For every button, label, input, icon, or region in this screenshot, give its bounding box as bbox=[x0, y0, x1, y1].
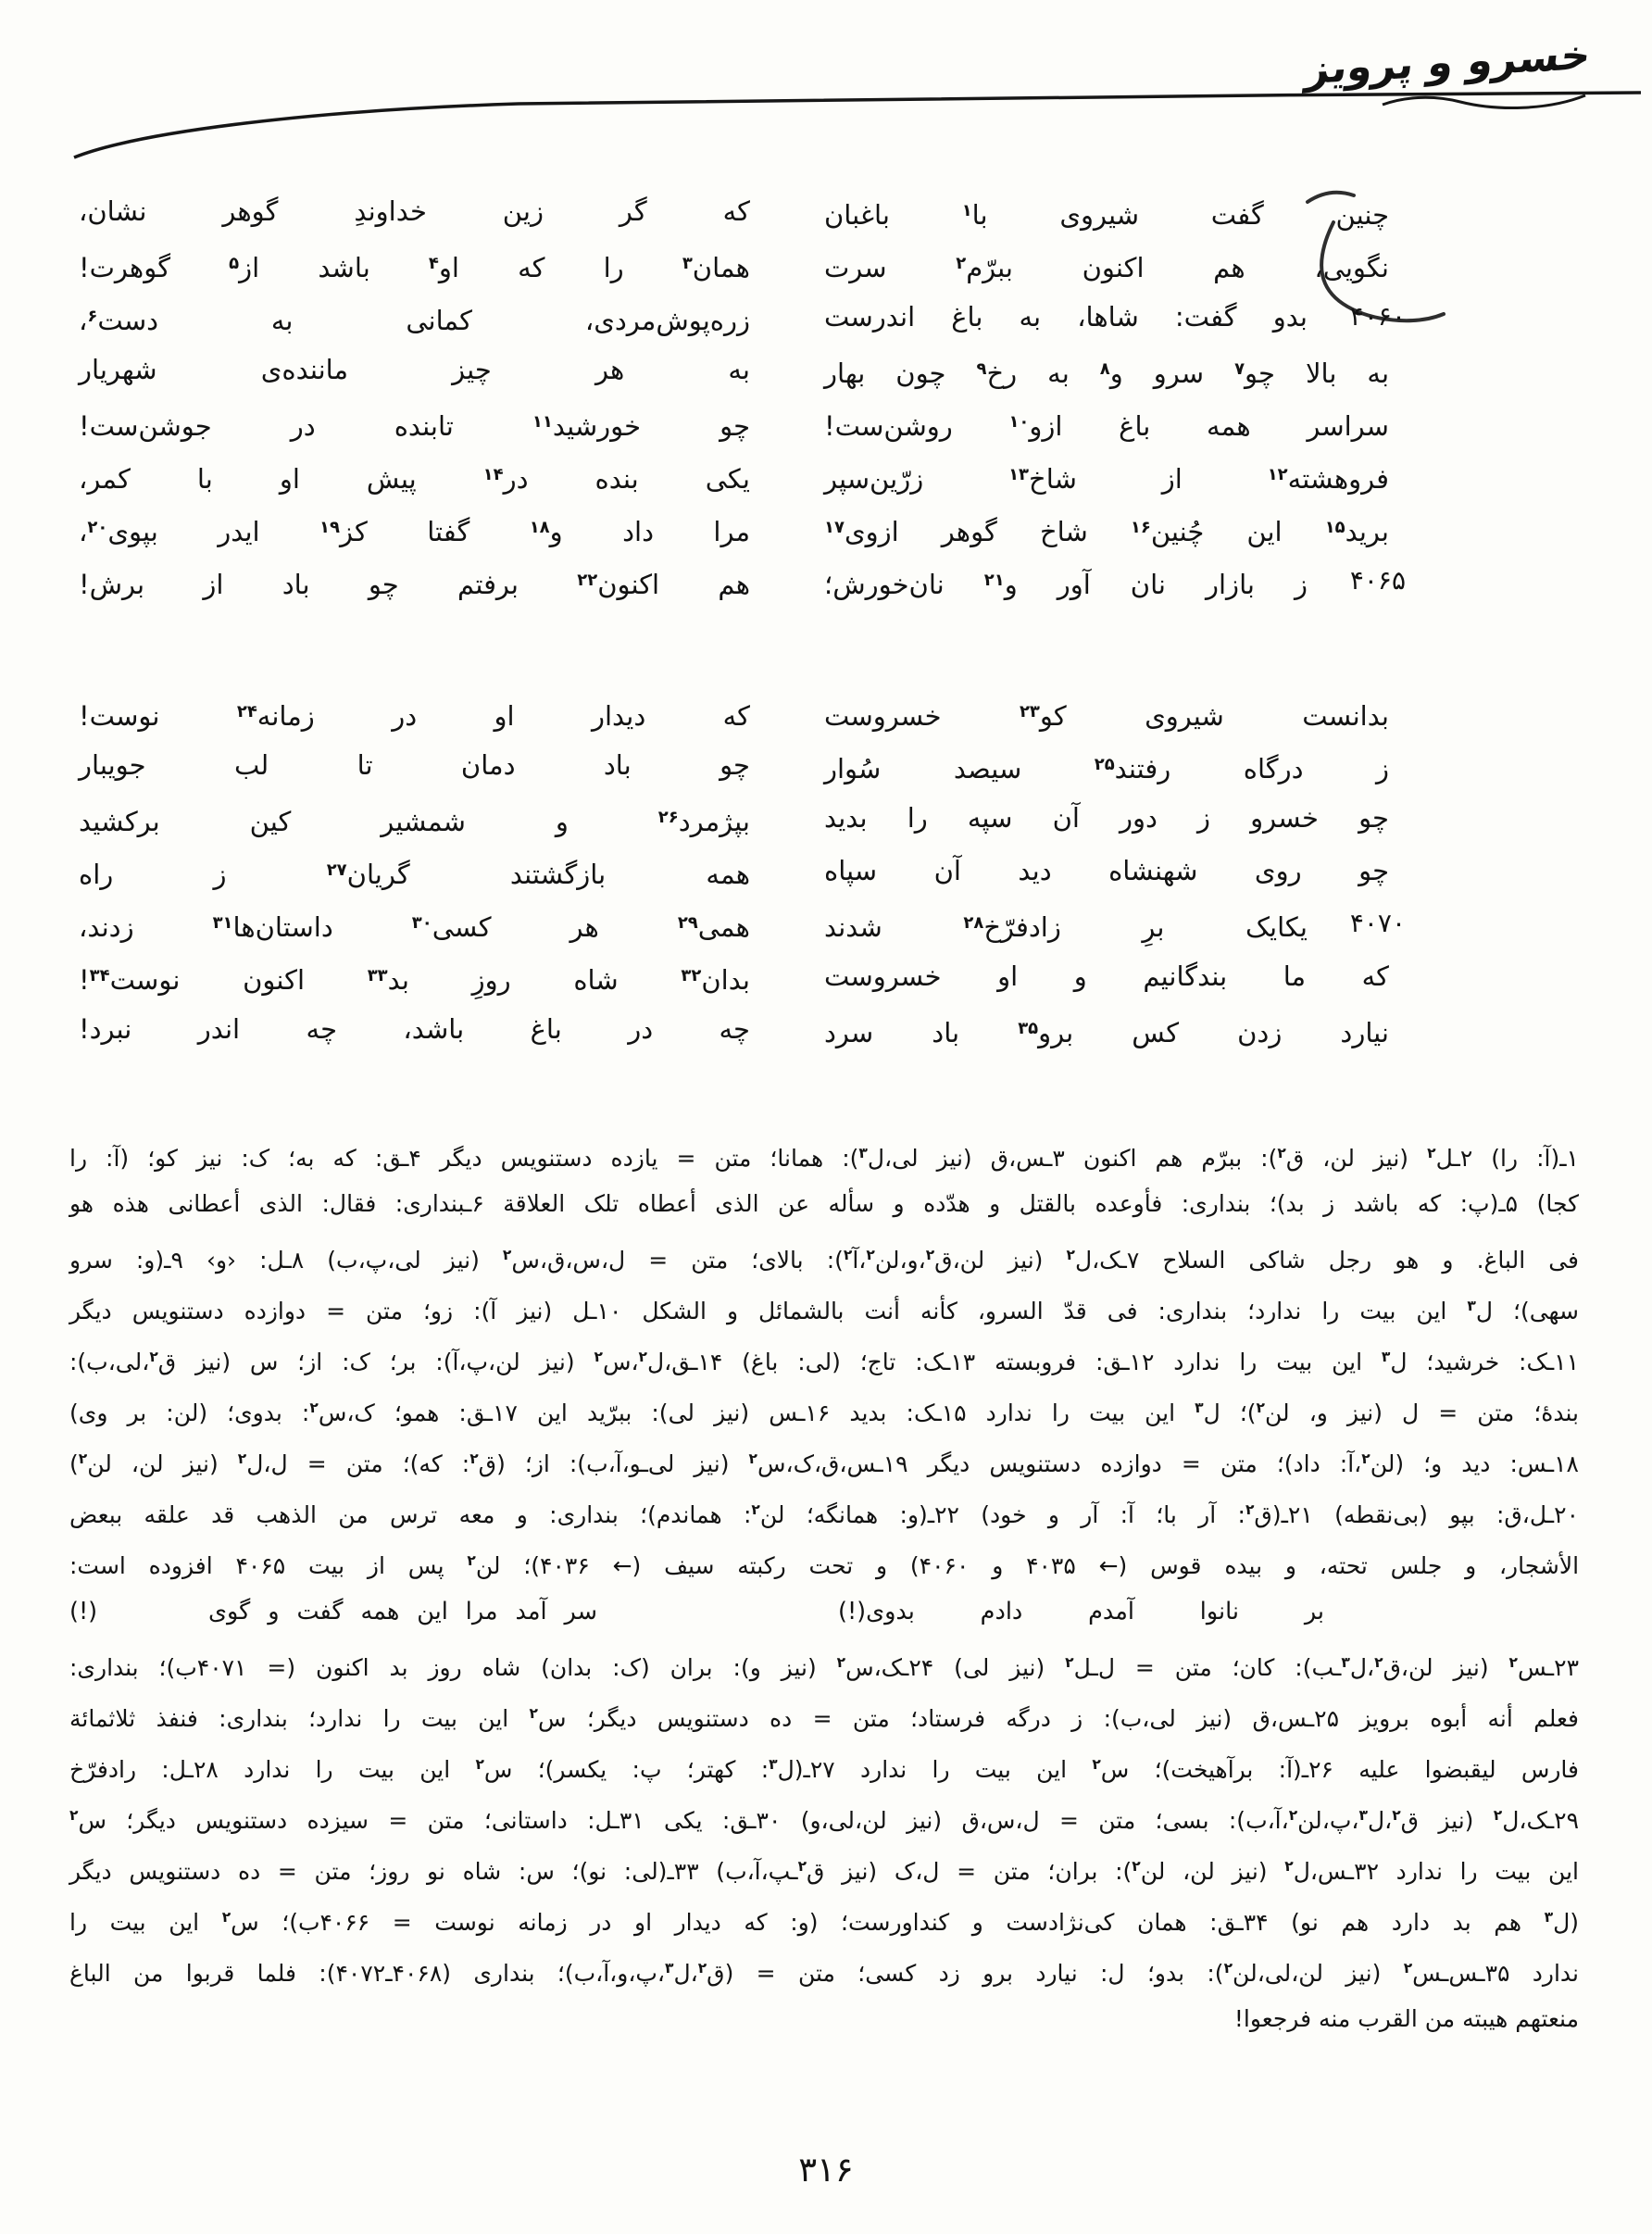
apparatus-line: بندهٔ؛ متن = ل (نیز و، لن$^۲$)؛ ل$^۳$ این بیت را ندارد ۱۵ـک: بدید ۱۶ـس (نیز لی): ببرّید این ۱۷ـق: همو؛ ک،س$^۲$: بدوی؛ (لن: بر وی) bbox=[69, 1399, 1579, 1426]
verse-line bbox=[79, 689, 1389, 742]
hemistich-right: نگویی، هم اکنون ببرّم$^۲$ سرت bbox=[824, 252, 1389, 283]
hemistich-right: چو روی شهنشاه دید آن سپاه bbox=[824, 855, 1389, 886]
verse-line bbox=[79, 188, 1389, 241]
hemistich-right: نیارد زدن کس برو$^{۳۵}$ باد سرد bbox=[824, 1017, 1389, 1048]
hemistich-left: هم اکنون$^{۲۲}$ برفتم چو باد از برش! bbox=[79, 569, 750, 600]
inserted-hemistich-left: سر آمد مرا این همه گفت و گوی bbox=[208, 1598, 597, 1625]
hemistich-left: زره‌پوش‌مردی، کمانی به دست$^۶$، bbox=[79, 305, 750, 336]
hemistich-right: فروهشته$^{۱۲}$ از شاخ$^{۱۳}$ زرّین‌سپر bbox=[824, 463, 1389, 495]
verse-number: ۴۰۶۰ bbox=[1349, 301, 1406, 332]
verse-line bbox=[79, 795, 1389, 847]
verse-line bbox=[79, 742, 1389, 795]
hemistich-right: چنین گفت شیروی با$^۱$ باغبان bbox=[824, 199, 1389, 231]
apparatus-line: ۲۰ـل،ق: بپو (بی‌نقطه) ۲۱ـ(ق$^۲$: آر با؛ آ: آر و خود) ۲۲ـ(و: همانگه؛ لن$^۲$: هماندم)؛ بنداری: و معه ترس من الذهب قد علقه ببعض bbox=[69, 1501, 1579, 1528]
hemistich-right: ز درگاه رفتند$^{۲۵}$ سیصد سُوار bbox=[824, 753, 1389, 784]
verse-line bbox=[79, 452, 1389, 505]
apparatus-line: کجا) ۵ـ(پ: که باشد ز بد)؛ بنداری: فأوعده بالقتل و هدّده و سأله عن الذی أعطاه تلک العلاقة ۶ـبنداری: فقال: الذی أعطانی هذه هو bbox=[69, 1190, 1580, 1217]
hemistich-right: بدانست شیروی کو$^{۲۳}$ خسروست bbox=[824, 700, 1389, 732]
hemistich-left: همان$^۳$ را که او$^۴$ باشد از$^۵$ گوهرت! bbox=[79, 252, 750, 283]
inserted-verse-mark: (!) bbox=[69, 1598, 98, 1625]
verse-line bbox=[79, 900, 1406, 953]
chapter-title: خسرو و پرویز bbox=[1303, 31, 1594, 94]
page-header bbox=[0, 0, 1652, 162]
apparatus-line: ندارد ۳۵ـس‌ـس$^۲$ (نیز لن،لی،لن$^۲$): بدو؛ ل: نیارد برو زد کسی؛ متن = (ق$^۲$،ل$^۳$،پ،و،آ،ب)؛ بنداری (۴۰۶۸ـ۴۰۷۲): فلما قربوا من الباغ bbox=[69, 1960, 1580, 1987]
apparatus-line: (ل$^۳$ هم بد دارد هم نو) ۳۴ـق: همان کی‌نژادست و کنداورست؛ (و: که دیدار او در زمانه نوست = ۴۰۶۶ب)؛ س$^۲$ این بیت را bbox=[69, 1909, 1580, 1936]
hemistich-left: بدان$^{۳۲}$ شاه روزِ بد$^{۳۳}$ اکنون نوست$^{۳۴}$! bbox=[79, 964, 750, 996]
verse-line bbox=[79, 241, 1389, 294]
verse-line bbox=[79, 505, 1389, 558]
hemistich-right: به بالا چو$^۷$ سرو و$^۸$ به رخ$^۹$ چون بهار bbox=[824, 358, 1390, 389]
verse-line bbox=[79, 294, 1406, 346]
hemistich-right: برید$^{۱۵}$ این چُنین$^{۱۶}$ شاخ گوهر ازوی$^{۱۷}$ bbox=[824, 516, 1389, 547]
verse-line bbox=[79, 847, 1389, 900]
hemistich-left: یکی بنده در$^{۱۴}$ پیش او با کمر، bbox=[79, 463, 750, 495]
hemistich-right: چو خسرو ز دور آن سپه را بدید bbox=[824, 802, 1389, 834]
apparatus-line: ۲۳ـس$^۲$ (نیز لن،ق$^۲$،ل$^۳$ـب): کان؛ متن = ل‌ـل$^۲$ (نیز لی) ۲۴ـک،س$^۲$ (نیز و): بران (ک: بدان) شاه روز بد اکنون (= ۴۰۷۱ب)؛ بنداری: bbox=[69, 1654, 1579, 1681]
hemistich-left: به هر چیز ماننده‌ی شهریار bbox=[79, 354, 750, 385]
stanza-2 bbox=[79, 689, 1406, 1059]
verse-line bbox=[79, 558, 1406, 610]
poem-block bbox=[79, 188, 1406, 1059]
hemistich-right: یکایک برِ زادفرّخ$^{۲۸}$ شدند bbox=[824, 911, 1308, 943]
verse-line bbox=[79, 399, 1389, 452]
apparatus-line: ۱۸ـس: دید و؛ (لن$^۲$،آ: داد)؛ متن = دوازده دستنویس دیگر ۱۹ـس،ق،ک،س$^۲$ (نیز لی‌ـو،آ،ب): از؛ (ق$^۲$: که)؛ متن = ل،ل$^۲$ (نیز لن، لن$^۲$) bbox=[69, 1450, 1579, 1477]
inserted-hemistich-right: بر نانوا آمدم دادم بدوی(!) bbox=[838, 1598, 1324, 1625]
hemistich-left: چو خورشید$^{۱۱}$ تابنده در جوشن‌ست! bbox=[79, 410, 751, 442]
verse-line bbox=[79, 1006, 1389, 1059]
stanza-1 bbox=[79, 188, 1406, 610]
apparatus-line: فارس لیقبضوا علیه ۲۶ـ(آ: برآهیخت)؛ س$^۲$ این بیت را ندارد ۲۷ـ(ل$^۳$: کهتر؛ پ: یکسر)؛ س$^۲$ این بیت را ندارد ۲۸ـل: رادفرّخ bbox=[69, 1756, 1579, 1783]
hemistich-right: سراسر همه باغ ازو$^{۱۰}$ روشن‌ست! bbox=[824, 410, 1389, 442]
hemistich-left: بپژمرد$^{۲۶}$ و شمشیر کین برکشید bbox=[79, 806, 750, 837]
apparatus-line: فعلم أنه أبوه برویز ۲۵ـس،ق (نیز لی،ب): ز درگه فرستاد؛ متن = ده دستنویس دیگر؛ س$^۲$ این بیت را ندارد؛ بنداری: فنفذ ثلاثمائة bbox=[69, 1705, 1579, 1732]
page-number: ۳۱۶ bbox=[798, 2150, 854, 2190]
apparatus-line: سهی)؛ ل$^۳$ این بیت را ندارد؛ بنداری: فی قدّ السرو، کأنه أنت بالشمائل و الشکل ۱۰ـل (نیز آ): زو؛ متن = دوازده دستنویس دیگر bbox=[69, 1298, 1580, 1324]
verse-number: ۴۰۷۰ bbox=[1349, 908, 1406, 938]
apparatus-closing-line: منعتهم هیبته من القرب منه فرجعوا! bbox=[1233, 2005, 1579, 2032]
apparatus-line: ۱۱ـک: خرشید؛ ل$^۳$ این بیت را ندارد ۱۲ـق: فروبسته ۱۳ـک: تاج؛ (لی: باغ) ۱۴ـق،ل$^۲$،س$^۲$ (نیز لن،پ،آ): بر؛ ک: از؛ س (نیز ق$^۲$،لی،ب): bbox=[69, 1349, 1580, 1375]
hemistich-right: که ما بندگانیم و او خسروست bbox=[824, 960, 1389, 992]
apparatus-line: الأشجار، و جلس تحته، و بیده قوس (← ۴۰۳۵ و ۴۰۶۰) و تحت رکبته سیف (← ۴۰۳۶)؛ لن$^۲$ پس از بیت ۴۰۶۵ افزوده است: bbox=[69, 1552, 1580, 1579]
hemistich-left: که گر زین خداوندِ گوهر نشان، bbox=[79, 195, 750, 227]
hemistich-right: ز بازار نان آور و$^{۲۱}$ نان‌خورش؛ bbox=[824, 569, 1308, 600]
critical-apparatus bbox=[69, 1131, 1579, 2048]
hemistich-left: چو باد دمان تا لب جویبار bbox=[79, 749, 750, 781]
hemistich-right: بدو گفت: شاها، به باغ اندرست bbox=[824, 301, 1308, 333]
hemistich-left: همی$^{۲۹}$ هر کسی$^{۳۰}$ داستان‌ها$^{۳۱}$ زدند، bbox=[79, 911, 750, 943]
apparatus-line: ۱ـ(آ: را) ۲ـل$^۲$ (نیز لن، ق$^۲$): ببرّم هم اکنون ۳ـس،ق (نیز لی،ل$^۳$): همانا؛ متن = یازده دستنویس دیگر ۴ـق: که به؛ ک: نیز کو؛ (آ: را bbox=[69, 1145, 1579, 1172]
hemistich-left: که دیدار او در زمانه$^{۲۴}$ نوست! bbox=[79, 700, 750, 732]
hemistich-left: همه بازگشتند گریان$^{۲۷}$ ز راه bbox=[79, 859, 750, 890]
verse-line bbox=[79, 346, 1389, 399]
hemistich-left: مرا داد و$^{۱۸}$ گفتا کز$^{۱۹}$ ایدر بپوی$^{۲۰}$، bbox=[79, 516, 751, 547]
verse-line bbox=[79, 953, 1389, 1006]
hemistich-left: چه در باغ باشد، چه اندر نبرد! bbox=[79, 1013, 750, 1045]
apparatus-inserted-verse bbox=[69, 1589, 1579, 1640]
verse-number: ۴۰۶۵ bbox=[1349, 565, 1406, 596]
apparatus-line: این بیت را ندارد ۳۲ـس،ل$^۲$ (نیز لن، لن$^۲$): بران؛ متن = ل،ک (نیز ق$^۲$ـپ،آ،ب) ۳۳ـ(لی: نو)؛ س: شاه نو روز؛ متن = ده دستنویس دیگر bbox=[69, 1858, 1579, 1885]
apparatus-line: ۲۹ـک،ل$^۲$ (نیز ق$^۲$،ل$^۳$،پ،لن$^۲$،آ،ب): بسی؛ متن = ل،س،ق (نیز لن،لی،و) ۳۰ـق: یکی ۳۱ـل: داستانی؛ متن = سیزده دستنویس دیگر؛ س$^۲$ bbox=[69, 1807, 1580, 1834]
apparatus-line: فی الباغ. و هو رجل شاکی السلاح ۷ـک،ل$^۲$ (نیز لن،ق$^۲$،و،لن$^۲$،آ$^۲$): بالای؛ متن = ل،س،ق،س$^۲$ (نیز لی،پ،ب) ۸ـل: ‹و› ۹ـ(و: سرو bbox=[69, 1247, 1580, 1274]
